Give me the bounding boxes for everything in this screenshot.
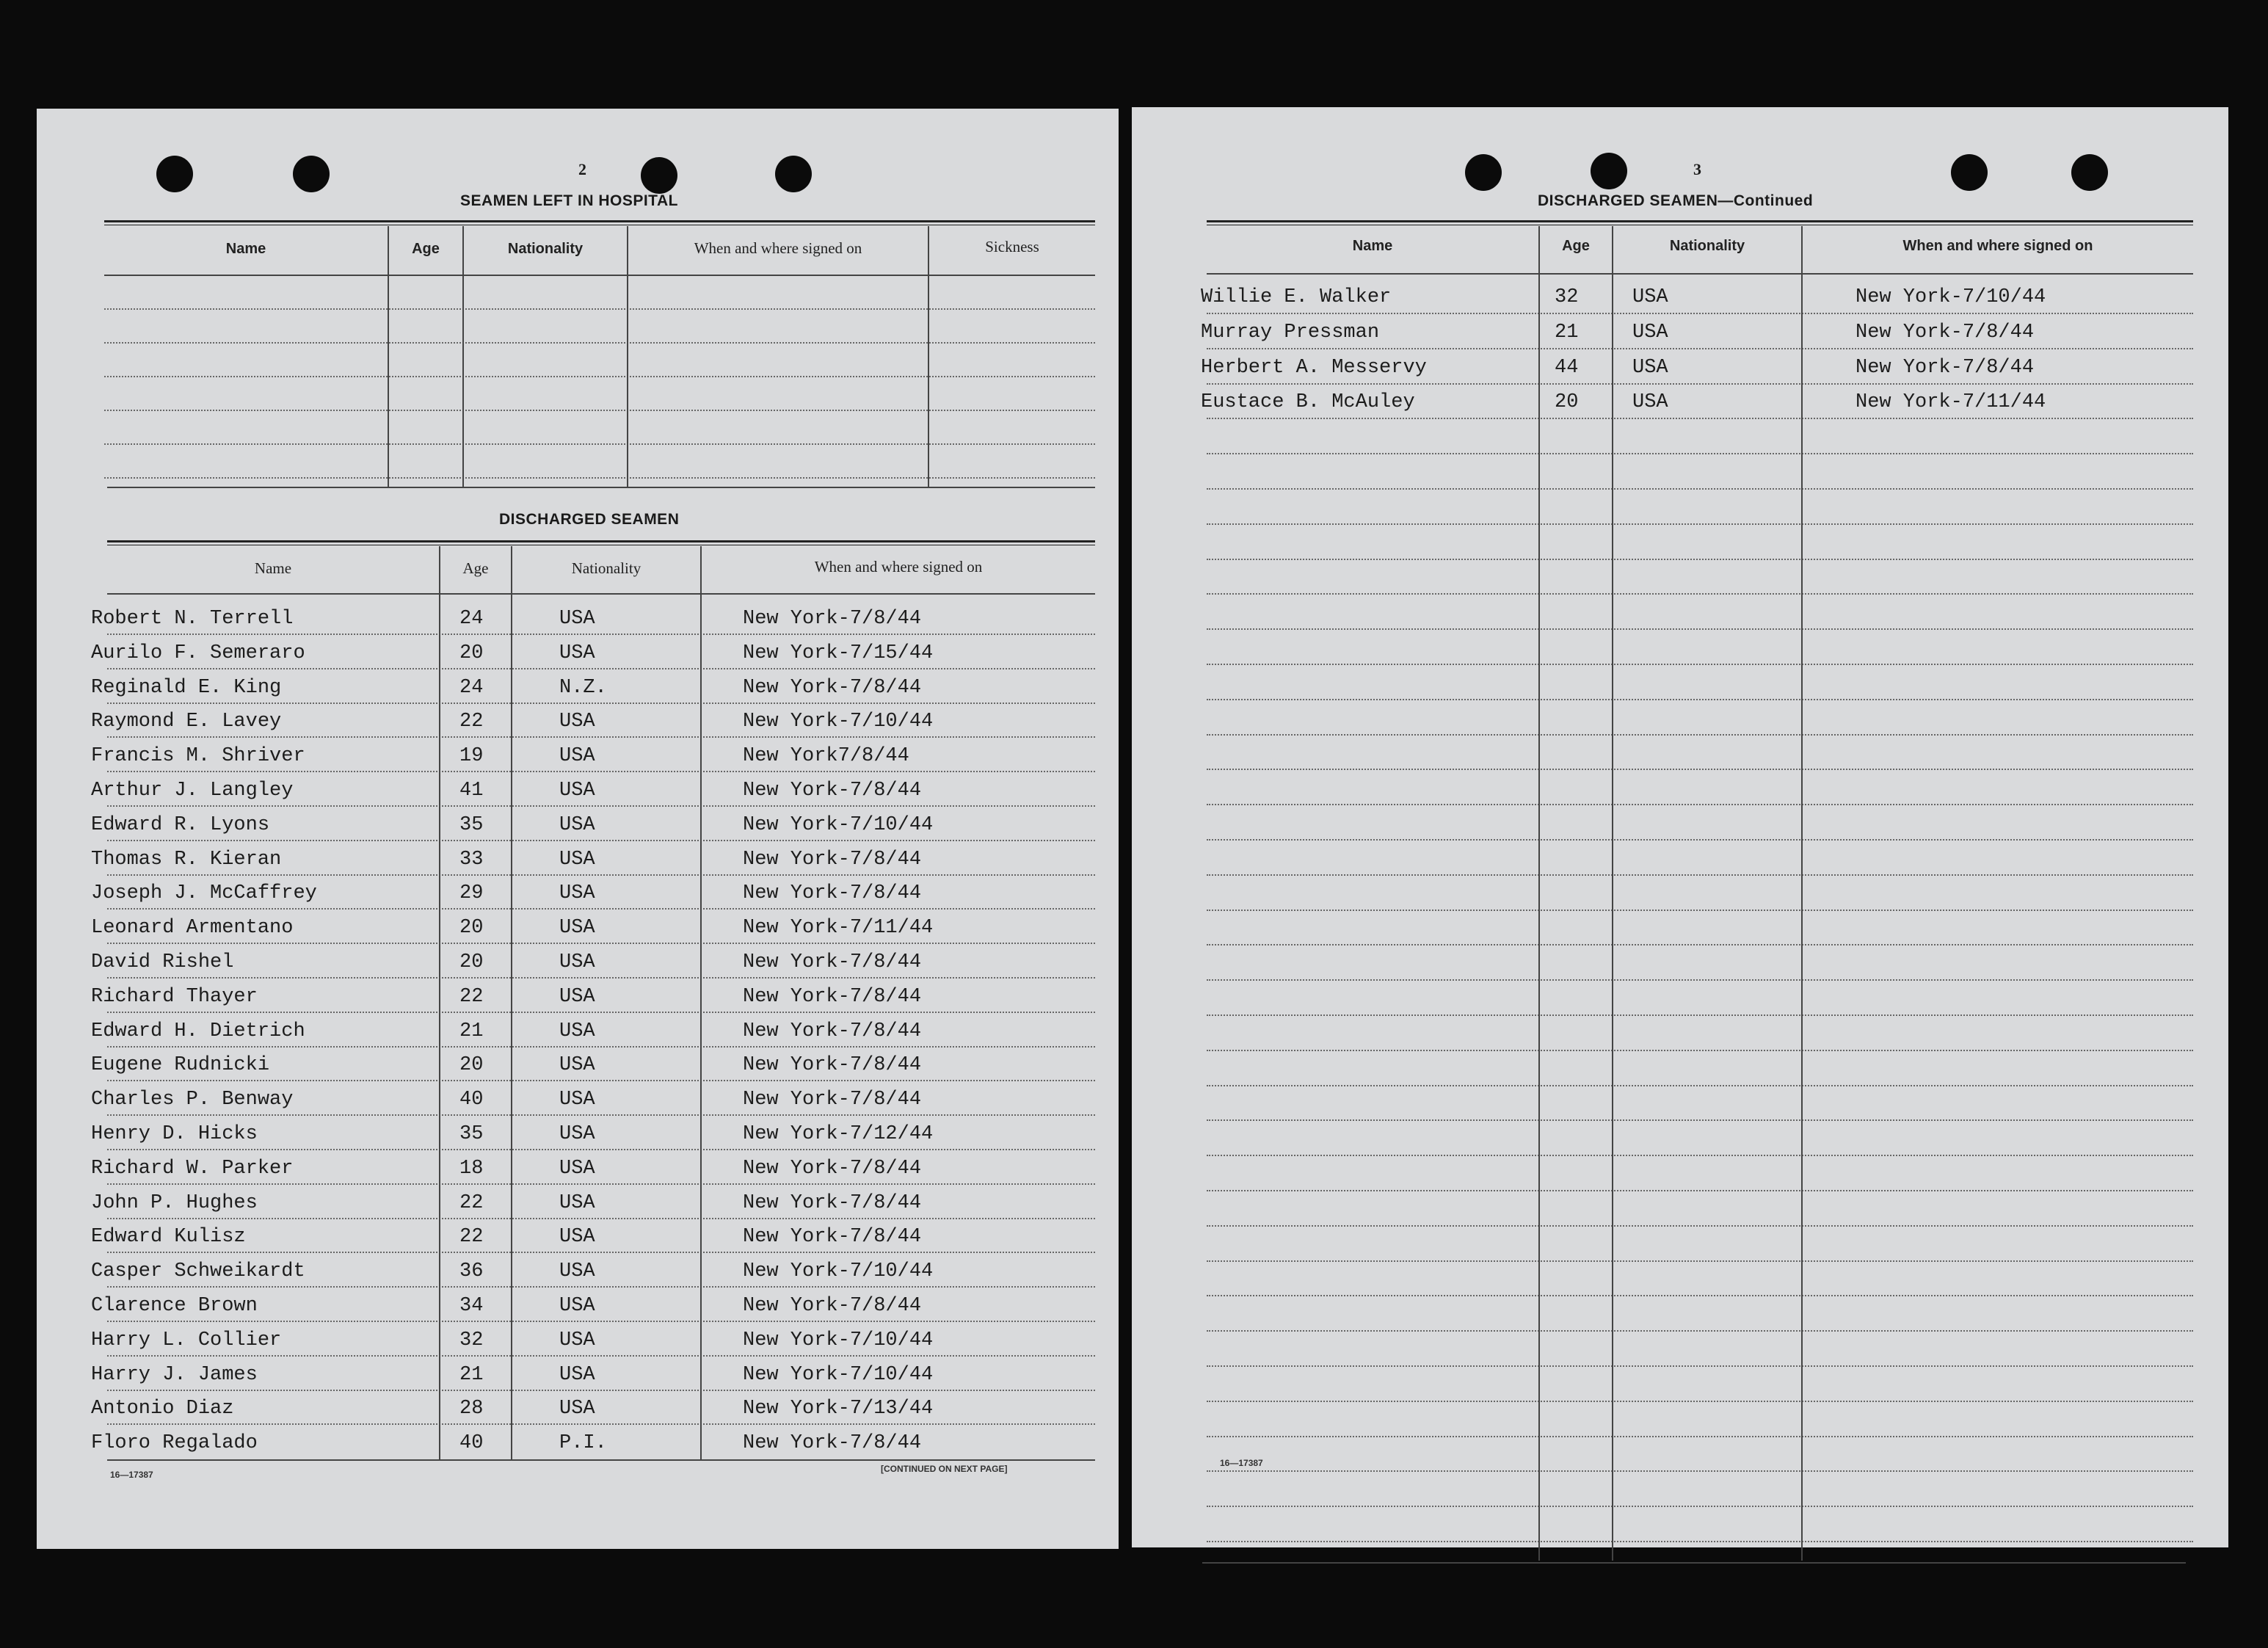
row-age: 36	[459, 1260, 484, 1283]
row-rule	[107, 668, 1095, 669]
row-name: Arthur J. Langley	[91, 780, 294, 802]
row-age: 22	[459, 985, 484, 1008]
row-rule	[107, 1355, 1095, 1357]
row-rule	[1207, 734, 2193, 736]
row-rule	[107, 977, 1095, 979]
column-header: Age	[412, 241, 440, 257]
table-rule	[104, 477, 1095, 479]
row-age: 40	[459, 1089, 484, 1111]
column-divider	[700, 546, 702, 1459]
row-rule	[1207, 1541, 2193, 1542]
row-nationality: USA	[559, 917, 595, 940]
row-nationality: USA	[559, 1157, 595, 1180]
row-rule	[1207, 944, 2193, 945]
row-rule	[107, 1218, 1095, 1219]
hospital-section-title: SEAMEN LEFT IN HOSPITAL	[460, 192, 678, 209]
row-rule	[1207, 1225, 2193, 1227]
row-rule	[107, 840, 1095, 841]
row-rule	[107, 1321, 1095, 1322]
row-nationality: USA	[559, 1226, 595, 1249]
row-rule	[107, 874, 1095, 876]
punch-hole	[775, 156, 812, 192]
row-rule	[107, 1286, 1095, 1288]
punch-hole	[1591, 153, 1627, 189]
row-rule	[1207, 1506, 2193, 1507]
row-signed-on: New York-7/8/44	[743, 676, 922, 699]
row-signed-on: New York-7/8/44	[743, 848, 922, 871]
row-rule	[1207, 874, 2193, 876]
row-age: 18	[459, 1157, 484, 1180]
row-name: Richard Thayer	[91, 985, 258, 1008]
column-header: When and where signed on	[814, 558, 983, 576]
column-header: Nationality	[507, 241, 584, 257]
table-rule	[104, 342, 1095, 344]
row-age: 22	[459, 1191, 484, 1214]
table-rule	[107, 1459, 1095, 1461]
row-age: 35	[459, 1123, 484, 1145]
row-name: Richard W. Parker	[91, 1157, 294, 1180]
row-age: 28	[459, 1398, 484, 1420]
row-name: John P. Hughes	[91, 1191, 258, 1214]
column-header: When and where signed on	[1902, 238, 2093, 254]
row-age: 20	[459, 1054, 484, 1077]
row-age: 20	[1555, 391, 1579, 414]
row-signed-on: New York-7/8/44	[743, 951, 922, 973]
row-signed-on: New York-7/8/44	[743, 1226, 922, 1249]
row-nationality: USA	[559, 951, 595, 973]
row-age: 22	[459, 1226, 484, 1249]
row-rule	[1207, 910, 2193, 911]
row-rule	[107, 1080, 1095, 1081]
column-divider	[439, 546, 440, 1459]
row-name: Antonio Diaz	[91, 1398, 234, 1420]
row-nationality: USA	[559, 882, 595, 905]
column-header: Name	[225, 241, 266, 257]
row-nationality: USA	[559, 1020, 595, 1042]
row-rule	[107, 703, 1095, 704]
row-rule	[1207, 1014, 2193, 1016]
row-rule	[1207, 593, 2193, 595]
table-rule	[104, 410, 1095, 411]
row-signed-on: New York-7/8/44	[1856, 321, 2035, 344]
row-signed-on: New York-7/12/44	[743, 1123, 934, 1145]
row-nationality: USA	[1632, 391, 1668, 414]
punch-hole	[1465, 154, 1502, 191]
row-rule	[107, 634, 1095, 635]
row-name: Murray Pressman	[1201, 321, 1380, 344]
row-nationality: USA	[559, 1089, 595, 1111]
row-rule	[107, 1423, 1095, 1425]
row-rule	[1207, 699, 2193, 700]
row-rule	[1207, 979, 2193, 981]
row-name: Francis M. Shriver	[91, 745, 305, 768]
column-header: Nationality	[1669, 238, 1745, 254]
row-age: 33	[459, 848, 484, 871]
row-signed-on: New York-7/10/44	[743, 1363, 934, 1386]
column-divider	[462, 226, 464, 487]
row-name: Casper Schweikardt	[91, 1260, 305, 1283]
row-age: 32	[1555, 286, 1579, 308]
row-signed-on: New York7/8/44	[743, 745, 909, 768]
row-name: Floro Regalado	[91, 1432, 258, 1455]
row-name: Raymond E. Lavey	[91, 711, 282, 733]
row-signed-on: New York-7/10/44	[743, 1329, 934, 1351]
row-age: 40	[459, 1432, 484, 1455]
column-header: Sickness	[985, 238, 1039, 255]
row-signed-on: New York-7/8/44	[743, 1020, 922, 1042]
form-number: 16—17387	[1220, 1458, 1263, 1468]
table-rule	[104, 275, 1095, 276]
row-nationality: USA	[1632, 321, 1668, 344]
row-rule	[1207, 418, 2193, 419]
row-signed-on: New York-7/8/44	[743, 985, 922, 1008]
column-header: Nationality	[571, 559, 641, 577]
row-nationality: USA	[559, 642, 595, 664]
discharged-section-title: DISCHARGED SEAMEN	[499, 511, 680, 528]
row-name: Eustace B. McAuley	[1201, 391, 1415, 414]
row-rule	[107, 736, 1095, 738]
row-rule	[1207, 1436, 2193, 1437]
row-rule	[1207, 1365, 2193, 1367]
row-nationality: USA	[559, 1363, 595, 1386]
row-rule	[107, 1149, 1095, 1150]
column-header: When and where signed on	[694, 239, 862, 257]
row-signed-on: New York-7/11/44	[1856, 391, 2046, 414]
row-rule	[107, 1183, 1095, 1185]
row-rule	[107, 908, 1095, 910]
row-rule	[1207, 628, 2193, 630]
column-header: Age	[462, 559, 489, 577]
column-divider	[928, 226, 929, 487]
row-rule	[1207, 1155, 2193, 1156]
punch-hole	[156, 156, 193, 192]
row-nationality: USA	[559, 780, 595, 802]
column-divider	[1612, 226, 1613, 1561]
row-signed-on: New York-7/10/44	[743, 813, 934, 836]
row-age: 32	[459, 1329, 484, 1351]
row-nationality: P.I.	[559, 1432, 607, 1455]
table-rule	[104, 220, 1095, 225]
table-rule	[107, 540, 1095, 545]
row-nationality: N.Z.	[559, 676, 607, 699]
row-name: Edward H. Dietrich	[91, 1020, 305, 1042]
row-nationality: USA	[559, 1398, 595, 1420]
row-nationality: USA	[559, 711, 595, 733]
column-header: Name	[254, 559, 292, 577]
row-signed-on: New York-7/10/44	[1856, 286, 2046, 308]
continued-note: [CONTINUED ON NEXT PAGE]	[881, 1464, 1008, 1474]
row-rule	[107, 1046, 1095, 1048]
row-nationality: USA	[559, 1123, 595, 1145]
row-nationality: USA	[559, 848, 595, 871]
row-rule	[1207, 1190, 2193, 1191]
row-name: Herbert A. Messervy	[1201, 356, 1427, 379]
row-signed-on: New York-7/8/44	[743, 1191, 922, 1214]
table-rule	[104, 376, 1095, 377]
row-name: Harry J. James	[91, 1363, 258, 1386]
punch-hole	[293, 156, 330, 192]
row-rule	[1207, 839, 2193, 841]
row-signed-on: New York-7/8/44	[743, 1089, 922, 1111]
column-divider	[1538, 226, 1540, 1561]
row-rule	[1207, 488, 2193, 490]
row-age: 19	[459, 745, 484, 768]
row-name: Edward Kulisz	[91, 1226, 246, 1249]
row-rule	[1207, 1119, 2193, 1121]
table-rule	[104, 308, 1095, 310]
row-name: Charles P. Benway	[91, 1089, 294, 1111]
table-rule	[107, 487, 1095, 488]
left-page	[37, 109, 1119, 1549]
row-signed-on: New York-7/8/44	[743, 1295, 922, 1317]
row-name: Eugene Rudnicki	[91, 1054, 270, 1077]
row-nationality: USA	[559, 1191, 595, 1214]
row-rule	[1207, 313, 2193, 314]
row-signed-on: New York-7/8/44	[743, 1432, 922, 1455]
table-rule	[1207, 273, 2193, 275]
row-name: Edward R. Lyons	[91, 813, 270, 836]
row-rule	[1207, 453, 2193, 454]
section-title: DISCHARGED SEAMEN—Continued	[1538, 192, 1814, 209]
column-divider	[388, 226, 389, 487]
column-header: Age	[1562, 238, 1590, 254]
row-rule	[107, 1390, 1095, 1391]
row-nationality: USA	[1632, 356, 1668, 379]
row-rule	[107, 943, 1095, 944]
column-header: Name	[1352, 238, 1393, 254]
right-page	[1132, 107, 2228, 1547]
row-age: 24	[459, 608, 484, 630]
row-rule	[1207, 664, 2193, 665]
column-divider	[511, 546, 512, 1459]
row-rule	[1207, 769, 2193, 770]
row-age: 22	[459, 711, 484, 733]
row-signed-on: New York-7/13/44	[743, 1398, 934, 1420]
row-rule	[1207, 523, 2193, 525]
row-age: 20	[459, 951, 484, 973]
row-rule	[107, 805, 1095, 807]
row-rule	[107, 1012, 1095, 1013]
row-name: Reginald E. King	[91, 676, 282, 699]
punch-hole	[2071, 154, 2108, 191]
column-divider	[627, 226, 628, 487]
row-name: Henry D. Hicks	[91, 1123, 258, 1145]
row-signed-on: New York-7/10/44	[743, 1260, 934, 1283]
row-rule	[1207, 804, 2193, 805]
row-signed-on: New York-7/15/44	[743, 642, 934, 664]
row-signed-on: New York-7/8/44	[743, 608, 922, 630]
row-nationality: USA	[559, 1260, 595, 1283]
row-signed-on: New York-7/8/44	[1856, 356, 2035, 379]
row-age: 21	[1555, 321, 1579, 344]
row-name: Aurilo F. Semeraro	[91, 642, 305, 664]
row-nationality: USA	[1632, 286, 1668, 308]
table-rule	[1202, 1562, 2186, 1564]
row-age: 21	[459, 1363, 484, 1386]
page-number: 3	[1693, 160, 1701, 178]
row-age: 34	[459, 1295, 484, 1317]
row-signed-on: New York-7/8/44	[743, 1157, 922, 1180]
punch-hole	[641, 157, 677, 194]
row-age: 41	[459, 780, 484, 802]
row-nationality: USA	[559, 813, 595, 836]
row-rule	[107, 1252, 1095, 1253]
row-rule	[1207, 1470, 2193, 1472]
row-rule	[1207, 348, 2193, 349]
punch-hole	[1951, 154, 1988, 191]
row-signed-on: New York-7/8/44	[743, 1054, 922, 1077]
row-nationality: USA	[559, 985, 595, 1008]
row-nationality: USA	[559, 745, 595, 768]
row-age: 44	[1555, 356, 1579, 379]
row-rule	[1207, 1085, 2193, 1086]
row-name: Harry L. Collier	[91, 1329, 282, 1351]
row-age: 20	[459, 642, 484, 664]
row-signed-on: New York-7/11/44	[743, 917, 934, 940]
table-rule	[107, 593, 1095, 595]
row-rule	[1207, 1330, 2193, 1332]
row-rule	[1207, 1401, 2193, 1402]
row-rule	[1207, 1260, 2193, 1262]
row-signed-on: New York-7/10/44	[743, 711, 934, 733]
form-number: 16—17387	[110, 1470, 153, 1480]
row-nationality: USA	[559, 1054, 595, 1077]
row-nationality: USA	[559, 608, 595, 630]
table-rule	[1207, 220, 2193, 225]
row-name: Joseph J. McCaffrey	[91, 882, 317, 905]
row-rule	[1207, 1295, 2193, 1296]
row-name: David Rishel	[91, 951, 234, 973]
row-rule	[1207, 1050, 2193, 1051]
row-rule	[1207, 383, 2193, 385]
row-name: Clarence Brown	[91, 1295, 258, 1317]
page-number: 2	[578, 160, 586, 178]
row-age: 20	[459, 917, 484, 940]
row-age: 24	[459, 676, 484, 699]
row-rule	[107, 771, 1095, 772]
row-rule	[107, 1114, 1095, 1116]
row-age: 21	[459, 1020, 484, 1042]
row-name: Thomas R. Kieran	[91, 848, 282, 871]
table-rule	[104, 443, 1095, 445]
row-signed-on: New York-7/8/44	[743, 780, 922, 802]
row-name: Willie E. Walker	[1201, 286, 1392, 308]
row-rule	[1207, 559, 2193, 560]
row-signed-on: New York-7/8/44	[743, 882, 922, 905]
row-age: 29	[459, 882, 484, 905]
row-name: Leonard Armentano	[91, 917, 294, 940]
row-nationality: USA	[559, 1295, 595, 1317]
row-name: Robert N. Terrell	[91, 608, 294, 630]
column-divider	[1801, 226, 1803, 1561]
row-age: 35	[459, 813, 484, 836]
row-nationality: USA	[559, 1329, 595, 1351]
